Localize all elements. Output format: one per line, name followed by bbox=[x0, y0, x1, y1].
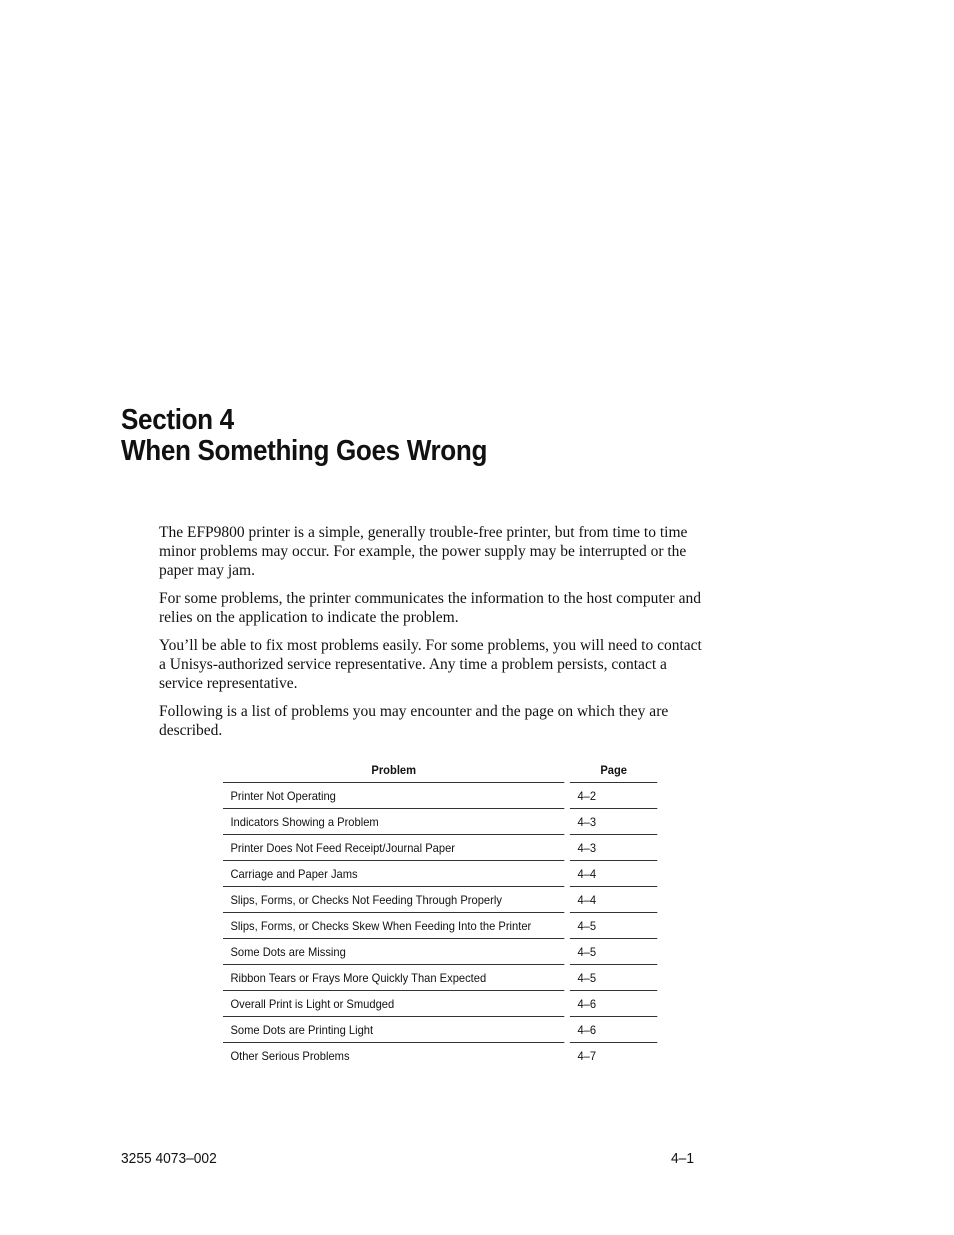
section-number: Section 4 bbox=[121, 404, 234, 436]
table-row bbox=[223, 809, 657, 835]
table-row bbox=[223, 991, 657, 1017]
paragraph: The EFP9800 printer is a simple, generally trouble-free printer, but from time to time minor problems may occur. For example, the power supply may be interrupted or the paper may jam. bbox=[159, 524, 688, 579]
page-cell: 4–5 bbox=[567, 965, 657, 991]
paragraph: You’ll be able to fix most problems easily. For some problems, you will need to contact a Unisys-authorized service representative. Any time a problem persists, contact a service representative. bbox=[159, 637, 702, 692]
table-row bbox=[223, 913, 657, 939]
page-cell: 4–5 bbox=[567, 939, 657, 965]
page-column-header: Page bbox=[567, 757, 657, 783]
paragraph: For some problems, the printer communicates the information to the host computer and relies on the application to indicate the problem. bbox=[159, 590, 701, 626]
table-row bbox=[223, 1043, 657, 1069]
page-cell: 4–6 bbox=[567, 991, 657, 1017]
problem-cell: Printer Not Operating bbox=[223, 783, 567, 809]
intro-text bbox=[159, 523, 704, 749]
paragraph: Following is a list of problems you may encounter and the page on which they are described. bbox=[159, 703, 669, 739]
page-cell: 4–4 bbox=[567, 861, 657, 887]
page-cell: 4–3 bbox=[567, 835, 657, 861]
document-number: 3255 4073–002 bbox=[121, 1151, 217, 1167]
page-cell: 4–6 bbox=[567, 1017, 657, 1043]
page-cell: 4–4 bbox=[567, 887, 657, 913]
problem-cell: Some Dots are Printing Light bbox=[223, 1017, 567, 1043]
problem-cell: Slips, Forms, or Checks Skew When Feeding Into the Printer bbox=[223, 913, 567, 939]
page-cell: 4–7 bbox=[567, 1043, 657, 1069]
page-cell: 4–3 bbox=[567, 809, 657, 835]
problem-cell: Printer Does Not Feed Receipt/Journal Paper bbox=[223, 835, 567, 861]
problem-cell: Other Serious Problems bbox=[230, 1048, 350, 1063]
page-number: 4–1 bbox=[671, 1151, 694, 1167]
problem-table bbox=[223, 757, 657, 1068]
table-row bbox=[223, 939, 657, 965]
problem-cell: Carriage and Paper Jams bbox=[223, 861, 567, 887]
problem-cell: Indicators Showing a Problem bbox=[223, 809, 567, 835]
problem-cell: Some Dots are Missing bbox=[223, 939, 567, 965]
table-row bbox=[223, 783, 657, 809]
section-heading bbox=[121, 405, 487, 467]
table-row bbox=[223, 887, 657, 913]
page-cell: 4–5 bbox=[567, 913, 657, 939]
problem-column-header: Problem bbox=[223, 757, 567, 783]
table-row bbox=[223, 965, 657, 991]
table-row bbox=[223, 861, 657, 887]
page-cell: 4–2 bbox=[567, 783, 657, 809]
table-row bbox=[223, 835, 657, 861]
problem-cell: Slips, Forms, or Checks Not Feeding Through Properly bbox=[223, 887, 567, 913]
problem-cell: Ribbon Tears or Frays More Quickly Than Expected bbox=[223, 965, 567, 991]
table-row bbox=[223, 1017, 657, 1043]
table-header-row bbox=[223, 757, 657, 783]
section-title: When Something Goes Wrong bbox=[121, 435, 488, 467]
problem-cell: Overall Print is Light or Smudged bbox=[223, 991, 567, 1017]
